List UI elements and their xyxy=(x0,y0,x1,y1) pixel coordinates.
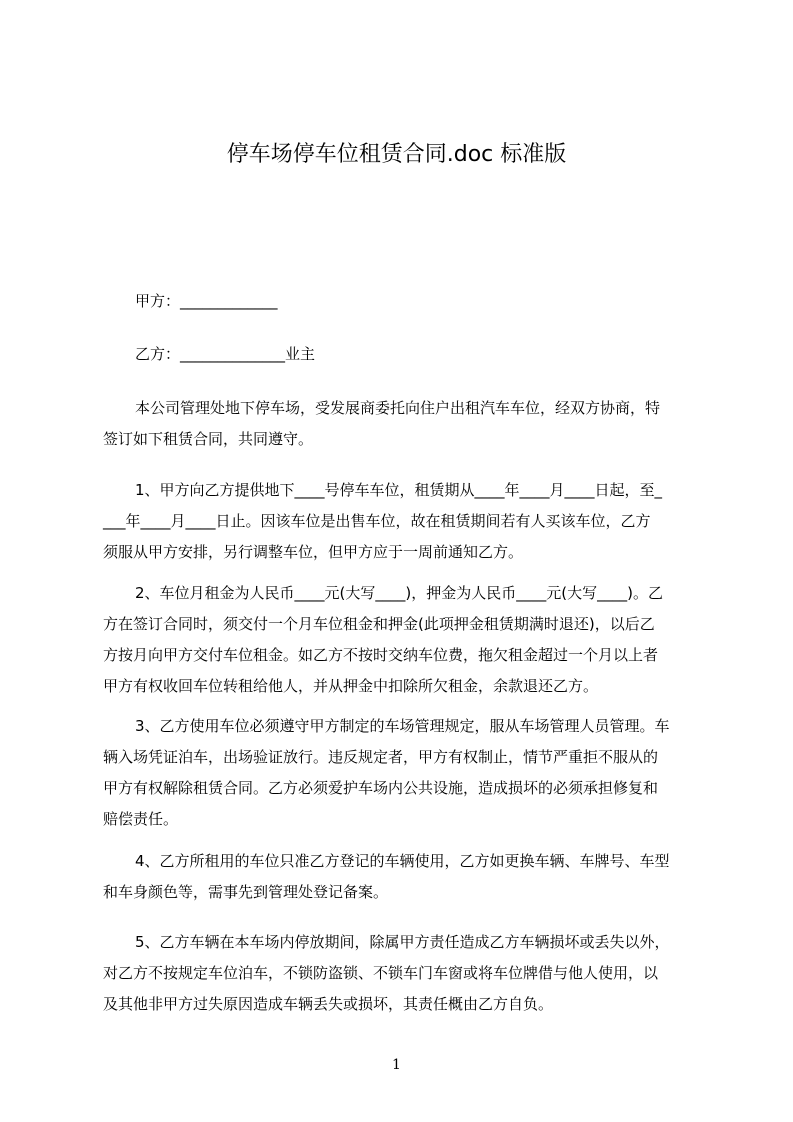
party-b-line: 乙方：______________业主 xyxy=(135,345,316,363)
clause-line: 3、乙方使用车位必须遵守甲方制定的车场管理规定，服从车场管理人员管理。车 xyxy=(135,717,670,735)
clause-5 xyxy=(103,932,703,1025)
clause-line: 须服从甲方安排，另行调整车位，但甲方应于一周前通知乙方。 xyxy=(103,543,524,561)
paragraph-line: 签订如下租赁合同，共同遵守。 xyxy=(103,430,314,448)
clause-line: 2、车位月租金为人民币____元(大写____)，押金为人民币____元(大写____)。乙 xyxy=(135,584,663,602)
clause-3 xyxy=(103,716,703,840)
clause-4 xyxy=(103,851,703,913)
clause-2 xyxy=(103,583,703,707)
clause-line: 赔偿责任。 xyxy=(103,810,179,828)
paragraph-line: 本公司管理处地下停车场，受发展商委托向住户出租汽车车位，经双方协商，特 xyxy=(135,399,661,417)
clause-line: 甲方有权解除租赁合同。乙方必须爱护车场内公共设施，造成损坏的必须承担修复和 xyxy=(103,779,659,797)
clause-line: 1、甲方向乙方提供地下____号停车车位，租赁期从____年____月____日起，至_ xyxy=(135,481,663,499)
clause-line: 和车身颜色等，需事先到管理处登记备案。 xyxy=(103,883,389,901)
clause-line: 及其他非甲方过失原因造成车辆丢失或损坏，其责任概由乙方自负。 xyxy=(103,995,554,1013)
clause-line: 辆入场凭证泊车，出场验证放行。违反规定者，甲方有权制止，情节严重拒不服从的 xyxy=(103,748,659,766)
page-number: 1 xyxy=(392,1057,401,1073)
clause-line: 方在签订合同时，须交付一个月车位租金和押金(此项押金租赁期满时退还)，以后乙 xyxy=(103,615,655,633)
clause-line: 对乙方不按规定车位泊车，不锁防盗锁、不锁车门车窗或将车位牌借与他人使用，以 xyxy=(103,964,659,982)
party-a-line: 甲方：_____________ xyxy=(135,292,278,310)
document-title: 停车场停车位租赁合同.doc 标准版 xyxy=(226,142,567,167)
preamble-paragraph xyxy=(103,398,703,460)
clause-1 xyxy=(103,480,703,573)
clause-line: 5、乙方车辆在本车场内停放期间，除属甲方责任造成乙方车辆损坏或丢失以外， xyxy=(135,933,670,951)
clause-line: 4、乙方所租用的车位只准乙方登记的车辆使用，乙方如更换车辆、车牌号、车型 xyxy=(135,852,670,870)
clause-line: ___年____月____日止。因该车位是出售车位，故在租赁期间若有人买该车位，乙方 xyxy=(103,512,651,530)
clause-line: 方按月向甲方交付车位租金。如乙方不按时交纳车位费，拖欠租金超过一个月以上者 xyxy=(103,646,659,664)
clause-line: 甲方有权收回车位转租给他人，并从押金中扣除所欠租金，余款退还乙方。 xyxy=(103,677,599,695)
